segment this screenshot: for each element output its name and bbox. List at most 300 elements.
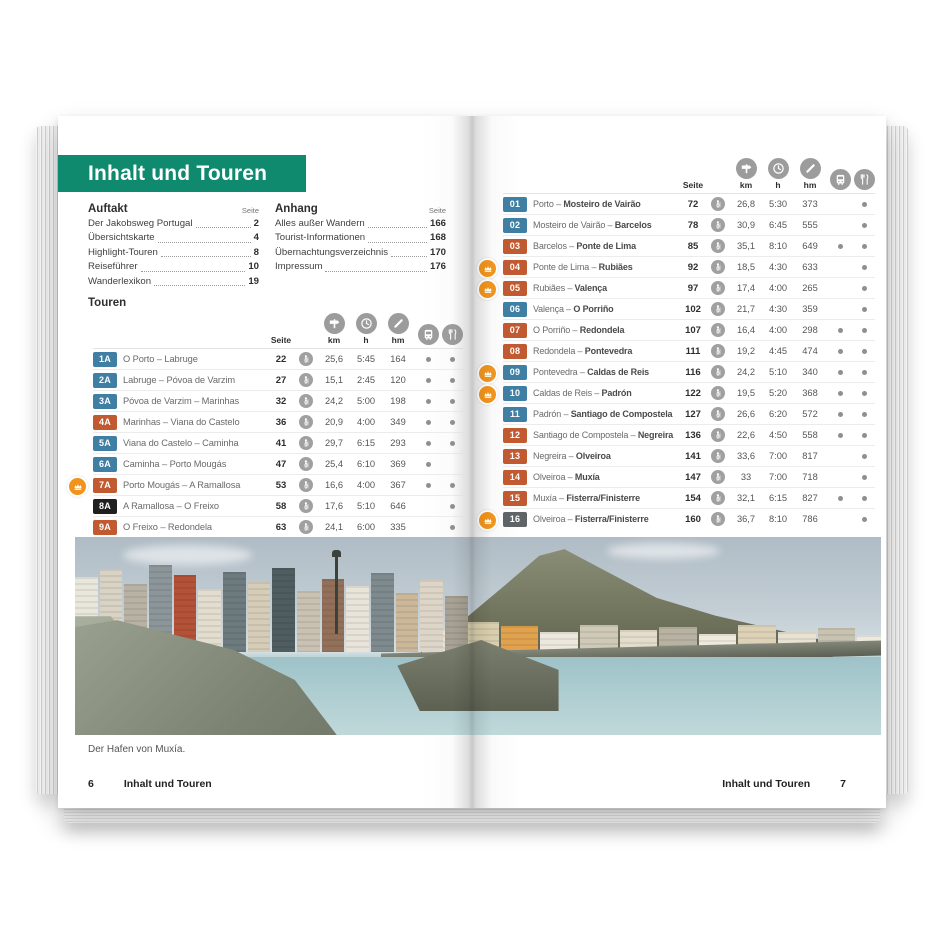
tour-row-7A	[93, 474, 463, 495]
tour-gps-cell	[295, 499, 317, 513]
toc-item	[275, 246, 446, 260]
tour-name-to: Rubiães	[598, 262, 633, 272]
toc-item-label: Tourist-Informationen	[275, 232, 366, 244]
footer-right	[722, 778, 846, 790]
tour-hm: 827	[802, 493, 818, 503]
tour-bus-cell	[827, 433, 853, 438]
tour-name-to: Santiago de Compostela	[570, 409, 673, 419]
tour-bus-cell	[415, 399, 441, 404]
photo-cloud	[123, 545, 252, 565]
hiker-icon	[711, 218, 725, 232]
tour-hours: 6:15	[768, 493, 788, 503]
tour-seite: 102	[685, 303, 701, 315]
tour-name-to: Barcelos	[614, 220, 652, 230]
tour-row-4A	[93, 411, 463, 432]
tour-number-badge: 16	[503, 512, 527, 527]
book-page-stack-right	[886, 126, 908, 794]
tour-name-from: Viana do Castelo	[123, 438, 193, 448]
toc-item-page: 19	[248, 275, 259, 287]
tour-name-dash: –	[577, 367, 588, 377]
tour-restaurant-cell	[853, 454, 875, 459]
tour-hm: 555	[802, 220, 818, 230]
photo-building	[248, 582, 271, 652]
tour-hours: 5:00	[356, 396, 376, 406]
tour-row-10	[503, 382, 875, 403]
tour-number-cell	[503, 428, 527, 443]
tour-seite: 58	[275, 500, 287, 512]
tour-name-from: Olveiroa	[533, 472, 566, 482]
tour-hm: 265	[802, 283, 818, 293]
tour-name	[533, 367, 679, 377]
tour-km: 16,6	[324, 480, 344, 490]
crown-icon	[477, 363, 498, 384]
bus-icon	[418, 324, 439, 345]
tour-name-to: Negreira	[637, 430, 674, 440]
tour-name-dash: –	[591, 388, 602, 398]
tour-name-from: Labruge	[123, 375, 157, 385]
tour-hm: 558	[802, 430, 818, 440]
restaurant-available-dot	[450, 399, 455, 404]
tour-seite: 32	[275, 395, 287, 407]
table-of-contents	[88, 203, 446, 289]
tour-name-dash: –	[191, 396, 202, 406]
restaurant-available-dot	[862, 244, 867, 249]
tour-name	[533, 409, 679, 419]
tour-hours: 8:10	[768, 241, 788, 251]
tour-restaurant-cell	[853, 433, 875, 438]
tour-hours: 5:30	[768, 199, 788, 209]
bus-icon	[830, 169, 851, 190]
crown-icon	[67, 476, 88, 497]
tour-seite: 111	[685, 345, 701, 357]
tour-name-from: Ponte de Lima	[533, 262, 590, 272]
toc-dotted-leader	[325, 271, 427, 272]
tour-number-badge: 9A	[93, 520, 117, 535]
tour-seite: 97	[687, 282, 699, 294]
photo-building	[223, 572, 246, 652]
tour-name-dash: –	[174, 501, 185, 511]
hiker-icon	[299, 415, 313, 429]
seite-column-label: Seite	[682, 180, 704, 190]
tour-number-badge: 10	[503, 386, 527, 401]
toc-dotted-leader	[368, 227, 427, 228]
toc-heading-label: Anhang	[275, 203, 318, 215]
tour-km: 33	[740, 472, 752, 482]
tour-name	[123, 417, 267, 427]
toc-item	[275, 260, 446, 274]
tour-seite: 27	[275, 374, 287, 386]
tour-row-8A	[93, 495, 463, 516]
toc-item	[88, 246, 259, 260]
tour-hm: 649	[802, 241, 818, 251]
tour-restaurant-cell	[441, 378, 463, 383]
bus-available-dot	[838, 370, 843, 375]
tour-name-to: Valença	[574, 283, 608, 293]
footer-left	[88, 778, 212, 790]
tour-name-from: Caldas de Reis	[533, 388, 592, 398]
photo-building	[297, 591, 320, 652]
toc-item-page: 170	[429, 246, 446, 258]
tour-name-dash: –	[628, 430, 638, 440]
tour-number-badge: 14	[503, 470, 527, 485]
page-title: Inhalt und Touren	[58, 155, 306, 192]
table-header	[93, 313, 463, 348]
tour-name-from: Olveiroa	[533, 514, 566, 524]
tour-name-dash: –	[565, 514, 575, 524]
tour-seite: 72	[687, 198, 699, 210]
tour-name-from: O Porriño	[533, 325, 571, 335]
tour-hours: 2:45	[356, 375, 376, 385]
tour-name-to: Póvoa de Varzim	[166, 375, 236, 385]
tour-row-15	[503, 487, 875, 508]
toc-dotted-leader	[154, 285, 245, 286]
hiker-icon	[711, 197, 725, 211]
tour-number-cell	[503, 323, 527, 338]
tour-hours: 4:30	[768, 262, 788, 272]
tour-restaurant-cell	[853, 370, 875, 375]
photo-street-lamp	[335, 555, 338, 634]
tour-km: 17,4	[736, 283, 756, 293]
tour-km: 29,7	[324, 438, 344, 448]
tour-number-cell	[503, 512, 527, 527]
tour-seite: 78	[687, 219, 699, 231]
tour-row-2A	[93, 369, 463, 390]
tour-name	[123, 522, 267, 532]
bus-available-dot	[426, 399, 431, 404]
tour-km: 24,2	[736, 367, 756, 377]
tour-name-dash: –	[154, 354, 165, 364]
tour-km: 26,8	[736, 199, 756, 209]
tour-hm: 786	[802, 514, 818, 524]
photo-cloud	[607, 543, 720, 559]
tour-name	[123, 459, 267, 469]
restaurant-available-dot	[450, 504, 455, 509]
bus-available-dot	[838, 433, 843, 438]
open-book-spread	[36, 116, 908, 816]
tour-seite: 47	[275, 458, 287, 470]
bus-available-dot	[426, 420, 431, 425]
tour-row-04	[503, 256, 875, 277]
tour-gps-cell	[295, 415, 317, 429]
tour-hm: 369	[390, 459, 406, 469]
tour-name-dash: –	[564, 283, 575, 293]
tour-hm: 646	[390, 501, 406, 511]
bus-available-dot	[426, 378, 431, 383]
tour-name-from: Santiago de Compostela	[533, 430, 629, 440]
toc-item	[88, 231, 259, 245]
hiker-icon	[299, 520, 313, 534]
toc-item-page: 8	[253, 246, 259, 258]
toc-section	[275, 203, 446, 289]
tour-gps-cell	[707, 344, 729, 358]
ascent-icon	[388, 313, 409, 334]
tour-name-from: Mosteiro de Vairão	[533, 220, 606, 230]
toc-section-heading	[88, 203, 259, 215]
h-column-label: h	[363, 335, 369, 345]
tour-name-from: Porto Mougás	[123, 480, 180, 490]
tour-seite: 141	[685, 450, 701, 462]
tour-hours: 4:00	[356, 417, 376, 427]
tour-gps-cell	[295, 373, 317, 387]
tour-gps-cell	[707, 302, 729, 316]
touren-heading: Touren	[88, 297, 127, 309]
tour-number-cell	[503, 260, 527, 275]
toc-item-label: Wanderlexikon	[88, 275, 152, 287]
ascent-icon	[800, 158, 821, 179]
tour-name	[123, 354, 267, 364]
tour-hm: 373	[802, 199, 818, 209]
tour-name-dash: –	[561, 409, 571, 419]
tour-seite: 85	[687, 240, 699, 252]
tour-name	[533, 220, 679, 230]
book-page-stack-bottom	[64, 809, 880, 823]
toc-item-page: 166	[429, 218, 446, 229]
tour-hm: 198	[390, 396, 406, 406]
tour-number-badge: 4A	[93, 415, 117, 430]
tour-number-badge: 06	[503, 302, 527, 317]
tour-name-to: Fisterra/Finisterre	[566, 493, 641, 503]
restaurant-available-dot	[862, 328, 867, 333]
tour-number-badge: 15	[503, 491, 527, 506]
tour-name-from: Barcelos	[533, 241, 567, 251]
tour-bus-cell	[827, 370, 853, 375]
tour-gps-cell	[707, 323, 729, 337]
tour-name-dash: –	[553, 199, 564, 209]
tour-km: 25,6	[324, 354, 344, 364]
tour-row-05	[503, 277, 875, 298]
tour-gps-cell	[707, 281, 729, 295]
tour-row-9A	[93, 516, 463, 537]
tour-row-5A	[93, 432, 463, 453]
tour-name-dash: –	[563, 304, 574, 314]
tour-restaurant-cell	[441, 357, 463, 362]
tour-name	[533, 472, 679, 482]
hiker-icon	[299, 457, 313, 471]
restaurant-available-dot	[862, 202, 867, 207]
tour-restaurant-cell	[853, 307, 875, 312]
tour-bus-cell	[415, 483, 441, 488]
bus-available-dot	[426, 483, 431, 488]
tour-number-cell	[503, 491, 527, 506]
tour-name-from: Padrón	[533, 409, 562, 419]
tour-name-from: Póvoa de Varzim	[123, 396, 192, 406]
hm-column-label: hm	[391, 335, 405, 345]
tour-gps-cell	[295, 520, 317, 534]
tour-gps-cell	[707, 512, 729, 526]
tour-number-cell	[503, 470, 527, 485]
tour-number-cell	[93, 373, 117, 388]
tour-bus-cell	[827, 349, 853, 354]
tour-hours: 8:10	[768, 514, 788, 524]
toc-dotted-leader	[141, 271, 246, 272]
tour-gps-cell	[707, 386, 729, 400]
tour-row-03	[503, 235, 875, 256]
tour-restaurant-cell	[853, 517, 875, 522]
tour-name-dash: –	[179, 480, 190, 490]
tour-name	[123, 501, 267, 511]
km-column-label: km	[327, 335, 341, 345]
tour-restaurant-cell	[853, 328, 875, 333]
signpost-icon	[736, 158, 757, 179]
tour-seite: 41	[275, 437, 287, 449]
toc-dotted-leader	[158, 242, 251, 243]
tour-hours: 6:15	[356, 438, 376, 448]
tour-name-from: Caminha	[123, 459, 160, 469]
tour-bus-cell	[827, 496, 853, 501]
tour-hm: 367	[390, 480, 406, 490]
tour-gps-cell	[707, 239, 729, 253]
hiker-icon	[711, 281, 725, 295]
toc-item-page: 176	[429, 261, 446, 273]
tour-hours: 7:00	[768, 472, 788, 482]
tour-name-to: Labruge	[164, 354, 198, 364]
tour-number-cell	[93, 394, 117, 409]
tour-bus-cell	[415, 441, 441, 446]
hiker-icon	[299, 499, 313, 513]
restaurant-available-dot	[450, 483, 455, 488]
toc-seite-label: Seite	[428, 206, 446, 215]
tour-number-cell	[503, 239, 527, 254]
tour-number-badge: 7A	[93, 478, 117, 493]
photo-building	[346, 586, 369, 652]
hiker-icon	[711, 344, 725, 358]
tour-km: 32,1	[736, 493, 756, 503]
tour-hours: 6:10	[356, 459, 376, 469]
tour-name-from: Negreira	[533, 451, 567, 461]
tour-seite: 136	[685, 429, 701, 441]
tour-seite: 22	[275, 353, 287, 365]
tour-name-to: Muxía	[574, 472, 600, 482]
tour-seite: 154	[685, 492, 701, 504]
tour-km: 20,9	[324, 417, 344, 427]
clock-icon	[356, 313, 377, 334]
tour-hm: 817	[802, 451, 818, 461]
km-column-label: km	[739, 180, 753, 190]
tour-name-from: A Ramallosa	[123, 501, 175, 511]
toc-item	[88, 217, 259, 231]
tour-restaurant-cell	[853, 391, 875, 396]
crown-icon	[477, 279, 498, 300]
table-body	[93, 348, 463, 537]
tour-number-cell	[93, 499, 117, 514]
tour-name	[123, 438, 267, 448]
tour-km: 18,5	[736, 262, 756, 272]
tour-hm: 474	[802, 346, 818, 356]
tour-seite: 63	[275, 521, 287, 533]
tour-row-14	[503, 466, 875, 487]
hiker-icon	[711, 407, 725, 421]
toc-dotted-leader	[391, 256, 427, 257]
tour-number-cell	[93, 352, 117, 367]
hm-column-label: hm	[803, 180, 817, 190]
tour-hm: 349	[390, 417, 406, 427]
tour-name-from: Porto	[533, 199, 554, 209]
tour-hm: 340	[802, 367, 818, 377]
tour-hours: 4:00	[768, 325, 788, 335]
tour-bus-cell	[827, 328, 853, 333]
tour-name-from: Marinhas	[123, 417, 161, 427]
tour-hm: 718	[802, 472, 818, 482]
tour-restaurant-cell	[853, 496, 875, 501]
tour-number-badge: 03	[503, 239, 527, 254]
h-column-label: h	[775, 180, 781, 190]
tour-number-cell	[93, 457, 117, 472]
tour-bus-cell	[827, 412, 853, 417]
tour-number-badge: 07	[503, 323, 527, 338]
crown-icon	[477, 258, 498, 279]
tour-km: 35,1	[736, 241, 756, 251]
tour-gps-cell	[707, 260, 729, 274]
bus-available-dot	[838, 412, 843, 417]
tour-row-02	[503, 214, 875, 235]
tour-number-badge: 5A	[93, 436, 117, 451]
toc-item-label: Reiseführer	[88, 261, 138, 273]
bus-available-dot	[426, 462, 431, 467]
tour-hours: 4:00	[768, 283, 788, 293]
tour-name-to: O Porriño	[573, 304, 614, 314]
tour-number-badge: 01	[503, 197, 527, 212]
tour-name-to: Fisterra/Finisterre	[574, 514, 649, 524]
restaurant-available-dot	[862, 307, 867, 312]
seite-column-label: Seite	[270, 335, 292, 345]
bus-available-dot	[838, 349, 843, 354]
tour-row-06	[503, 298, 875, 319]
footer-title: Inhalt und Touren	[722, 778, 811, 790]
restaurant-available-dot	[862, 370, 867, 375]
tour-number-cell	[503, 281, 527, 296]
tour-number-cell	[503, 218, 527, 233]
tour-name-dash: –	[556, 493, 567, 503]
restaurant-icon	[442, 324, 463, 345]
tour-name	[533, 388, 679, 398]
tour-restaurant-cell	[441, 483, 463, 488]
tour-name-from: Rubiães	[533, 283, 565, 293]
signpost-icon	[324, 313, 345, 334]
tour-seite: 107	[685, 324, 701, 336]
toc-item-label: Der Jakobsweg Portugal	[88, 218, 193, 229]
photo-building	[322, 579, 345, 652]
tour-name	[533, 346, 679, 356]
bus-available-dot	[426, 441, 431, 446]
tour-name-from: O Porto	[123, 354, 155, 364]
tour-gps-cell	[707, 470, 729, 484]
harbor-photo	[75, 537, 881, 735]
tour-name-from: Muxía	[533, 493, 557, 503]
bus-available-dot	[838, 328, 843, 333]
tour-name-from: Valença	[533, 304, 564, 314]
toc-item-label: Alles außer Wandern	[275, 218, 365, 229]
hiker-icon	[299, 394, 313, 408]
tour-gps-cell	[295, 478, 317, 492]
tour-restaurant-cell	[853, 349, 875, 354]
tour-name	[533, 283, 679, 293]
tour-name-dash: –	[566, 451, 576, 461]
tour-hours: 7:00	[768, 451, 788, 461]
tour-km: 26,6	[736, 409, 756, 419]
restaurant-available-dot	[450, 525, 455, 530]
tour-name-to: Mosteiro de Vairão	[563, 199, 641, 209]
restaurant-available-dot	[862, 349, 867, 354]
restaurant-available-dot	[862, 412, 867, 417]
tour-name	[533, 199, 679, 209]
tour-row-16	[503, 508, 875, 529]
tour-restaurant-cell	[853, 286, 875, 291]
tour-number-badge: 11	[503, 407, 527, 422]
hiker-icon	[299, 352, 313, 366]
hiker-icon	[711, 428, 725, 442]
tour-number-cell	[503, 365, 527, 380]
tour-name	[533, 430, 679, 440]
